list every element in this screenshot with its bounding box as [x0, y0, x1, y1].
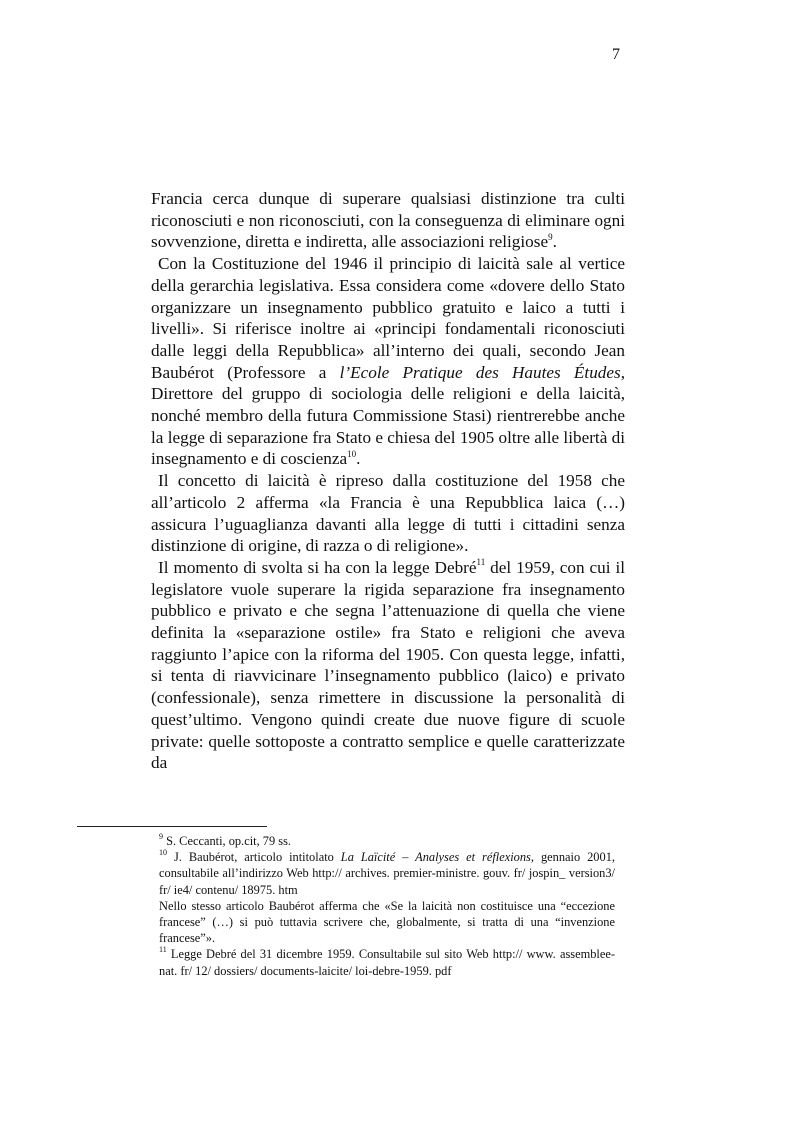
paragraph [151, 557, 625, 774]
paragraph-text: Con la Costituzione del 1946 il principio di laicità sale al vertice della gerarchia legislativa. Essa considera come «dovere dello Stato organizzare un insegnamento pubblico gratuito e laico a tutti i livelli». Si riferisce inoltre ai «principi fondamentali riconosciuti dalle leggi della Repubblica» all’interno dei quali, secondo Jean Baubérot (Professore a [151, 254, 625, 382]
page-number: 7 [612, 46, 620, 63]
paragraph-text: . [356, 449, 361, 469]
paragraph [151, 253, 625, 470]
body-text [151, 188, 625, 774]
paragraph-text: Francia cerca dunque di superare qualsiasi distinzione tra culti riconosciuti e non riconosciuti, con la conseguenza di eliminare ogni sovvenzione, diretta e indiretta, alle associazioni religiose [151, 189, 625, 252]
footnote-ref: 11 [476, 557, 486, 568]
paragraph-text: Il momento di svolta si ha con la legge Debré [158, 557, 477, 577]
paragraph-text: del 1959, con cui il legislatore vuole superare la rigida separazione fra insegnamento pubblico e privato e che segna l’attenuazione di quella che viene definita la «separazione ostile» fra Stato e religioni che aveva raggiunto l’apice con la riforma del 1905. Con questa legge, infatti, si tenta di riavvicinare l’insegnamento pubblico (laico) e privato (confessionale), senza rimettere in discussione la personalità di quest’ultimo. Vengono quindi create due nuove figure di scuole private: quelle sottoposte a contratto semplice e quelle caratterizzate da [151, 557, 625, 773]
footnote-ref: 9 [548, 231, 553, 242]
footnote [159, 849, 615, 898]
paragraph [151, 470, 625, 557]
footnote-number: 9 [159, 831, 163, 841]
footnote-text: gennaio 2001, consultabile all’indirizzo Web http:// archives. premier-ministre. gouv. fr/ jospin_ version3/ fr/ ie4/ contenu/ 18975. htm [159, 850, 615, 897]
paragraph [151, 188, 625, 253]
footnote-text: J. Baubérot, articolo intitolato [167, 850, 341, 865]
footnote-text: S. Ceccanti, op.cit, 79 ss. [163, 834, 292, 848]
footnote-ref: 10 [347, 448, 357, 459]
footnote-divider [77, 826, 267, 827]
footnote-text: Nello stesso articolo Baubérot afferma che «Se la laicità non costituisce una “eccezione francese” (…) si può tuttavia scrivere che, globalmente, si tratta di una “invenzione francese”». [159, 898, 615, 946]
footnote-number: 11 [159, 945, 167, 955]
footnote-text: Legge Debré del 31 dicembre 1959. Consultabile sul sito Web http:// www. assemblee-nat. fr/ 12/ dossiers/ documents-laicite/ loi-debre-1959. pdf [159, 947, 615, 978]
footnotes [159, 833, 615, 979]
footnote [159, 898, 615, 947]
footnote [159, 833, 615, 849]
paragraph-text: Il concetto di laicità è ripreso dalla costituzione del 1958 che all’articolo 2 afferma «la Francia è una Repubblica laica (…) assicura l’uguaglianza davanti alla legge di tutti i cittadini senza distinzione di origine, di razza o di religione». [151, 471, 625, 556]
italic-title: La Laïcité – Analyses et réflexions, [340, 850, 534, 865]
paragraph-text: , Direttore del gruppo di sociologia delle religioni e della laicità, nonché membro della futura Commissione Stasi) rientrerebbe anche la legge di separazione fra Stato e chiesa del 1905 oltre alle libertà di insegnamento e di coscienza [151, 362, 625, 469]
footnote [159, 946, 615, 978]
footnote-number: 10 [159, 848, 167, 858]
paragraph-text: . [552, 232, 557, 252]
italic-title: l’Ecole Pratique des Hautes Études [339, 362, 621, 382]
